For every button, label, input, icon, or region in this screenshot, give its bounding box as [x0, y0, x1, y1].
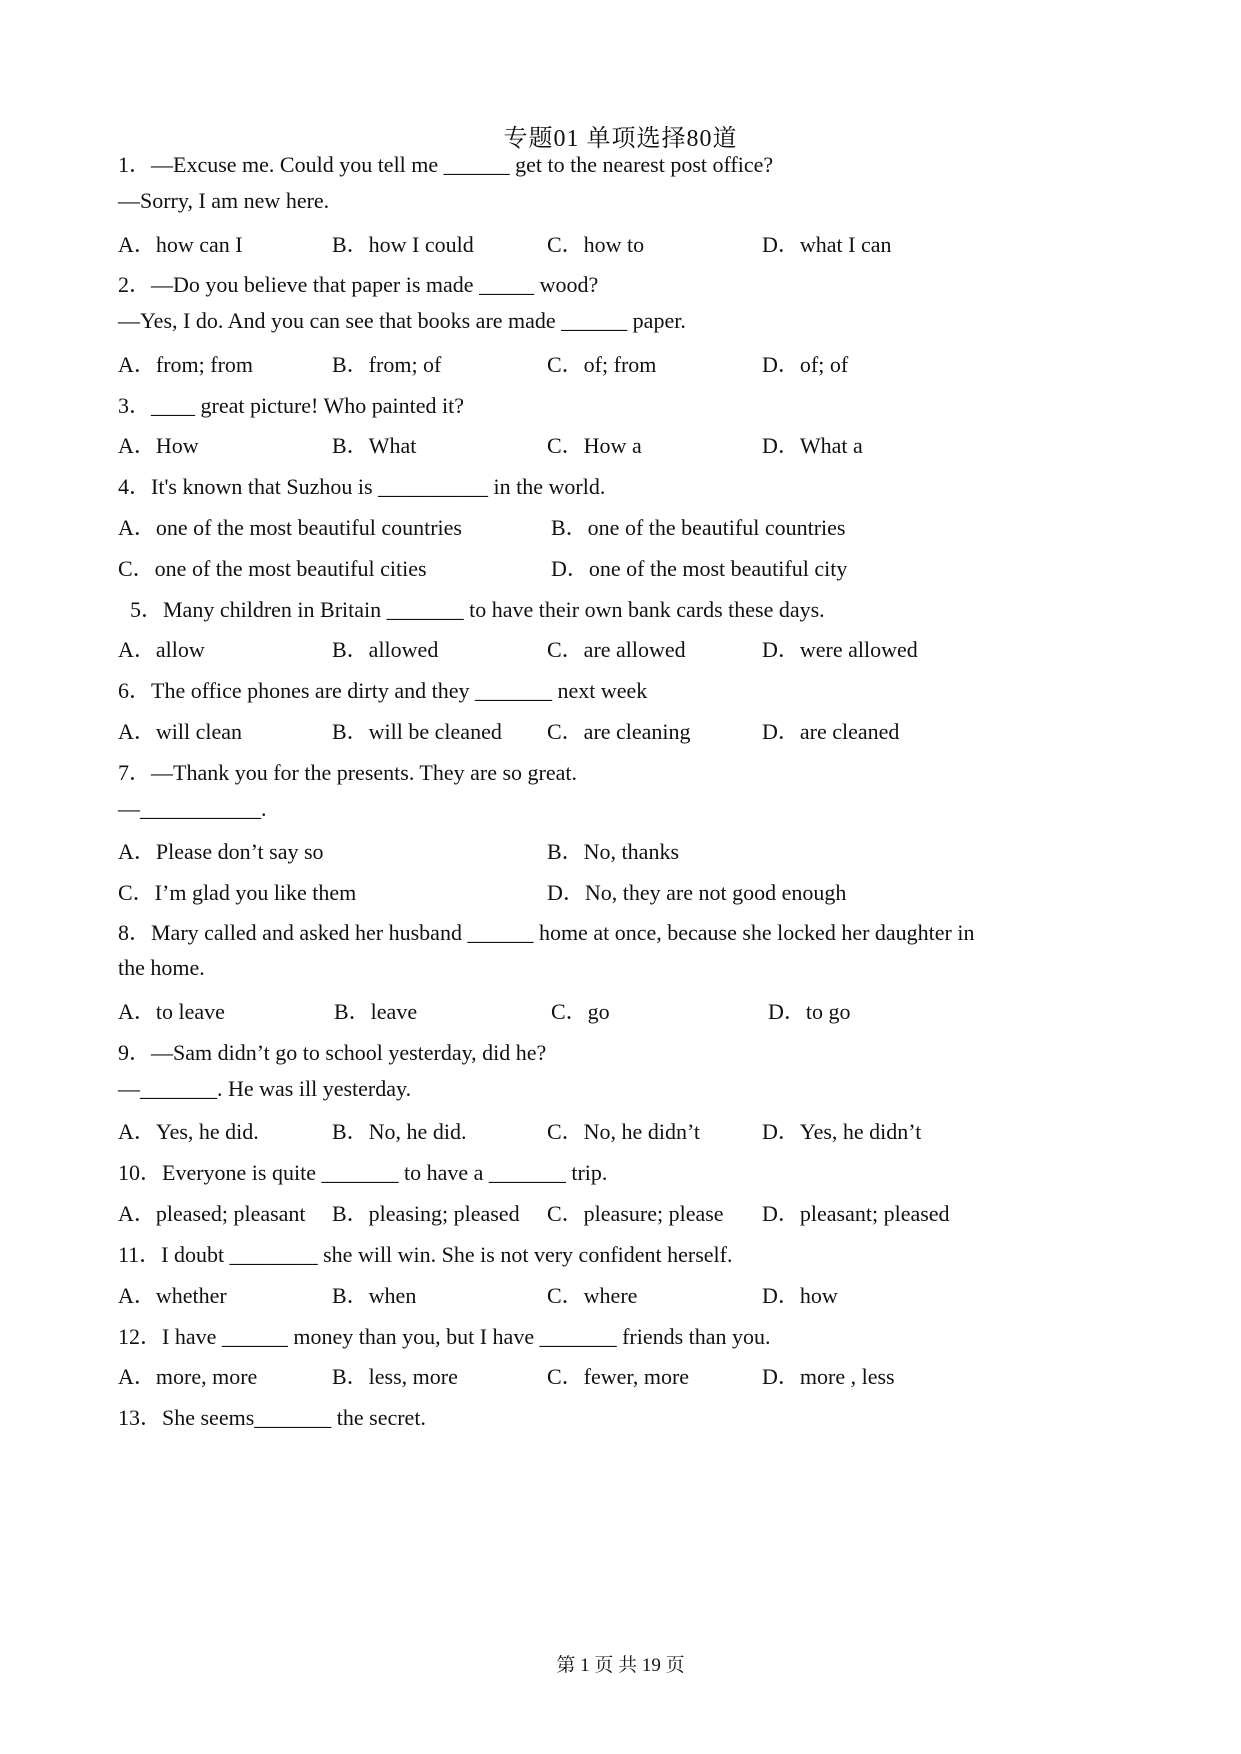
question-9-option-a: A．Yes, he did. [118, 1119, 259, 1144]
question-7-option-c: C．I’m glad you like them [118, 880, 357, 905]
question-5-option-b: B．allowed [332, 637, 439, 662]
question-6-option-d: D．are cleaned [762, 719, 900, 744]
question-1-option-a: A．how can I [118, 232, 243, 257]
question-6-stem: 6．The office phones are dirty and they _______ next week [118, 678, 648, 703]
question-11-stem: 11．I doubt ________ she will win. She is not very confident herself. [118, 1242, 733, 1267]
question-11-option-b: B．when [332, 1283, 417, 1308]
question-5-option-c: C．are allowed [547, 637, 686, 662]
question-11-option-a: A．whether [118, 1283, 227, 1308]
question-3-option-d: D．What a [762, 433, 863, 458]
page-title: 专题01 单项选择80道 [503, 126, 738, 152]
question-4-option-c: C．one of the most beautiful cities [118, 556, 427, 581]
question-6-option-b: B．will be cleaned [332, 719, 502, 744]
question-2-reply: —Yes, I do. And you can see that books are made ______ paper. [118, 308, 686, 333]
page-footer: 第 1 页 共 19 页 [556, 1655, 685, 1676]
question-7-stem: 7．—Thank you for the presents. They are so great. [118, 760, 578, 785]
question-1-reply: —Sorry, I am new here. [118, 188, 330, 213]
question-9-option-c: C．No, he didn’t [547, 1119, 700, 1144]
question-2-stem: 2．—Do you believe that paper is made _____ wood? [118, 272, 599, 297]
question-10-option-d: D．pleasant; pleased [762, 1201, 950, 1226]
question-11-option-c: C．where [547, 1283, 638, 1308]
question-9-stem: 9．—Sam didn’t go to school yesterday, did he? [118, 1040, 547, 1065]
question-2-option-a: A．from; from [118, 352, 254, 377]
question-5-option-d: D．were allowed [762, 637, 918, 662]
question-10-option-c: C．pleasure; please [547, 1201, 724, 1226]
question-9-option-b: B．No, he did. [332, 1119, 467, 1144]
question-4-option-b: B．one of the beautiful countries [551, 515, 846, 540]
question-7-option-b: B．No, thanks [547, 839, 680, 864]
question-1-option-c: C．how to [547, 232, 645, 257]
question-6-option-a: A．will clean [118, 719, 243, 744]
question-7-option-d: D．No, they are not good enough [547, 880, 847, 905]
question-1-option-d: D．what I can [762, 232, 892, 257]
question-2-option-b: B．from; of [332, 352, 442, 377]
question-11-option-d: D．how [762, 1283, 838, 1308]
question-10-stem: 10．Everyone is quite _______ to have a _______ trip. [118, 1160, 608, 1185]
question-7-reply: —___________. [118, 796, 267, 821]
question-4-option-a: A．one of the most beautiful countries [118, 515, 462, 540]
question-12-stem: 12．I have ______ money than you, but I have _______ friends than you. [118, 1324, 771, 1349]
question-1-option-b: B．how I could [332, 232, 474, 257]
question-4-option-d: D．one of the most beautiful city [551, 556, 848, 581]
question-8-stem: 8．Mary called and asked her husband ______ home at once, because she locked her daughter in [118, 920, 975, 945]
question-8-option-d: D．to go [768, 999, 851, 1024]
question-3-option-a: A．How [118, 433, 199, 458]
question-9-option-d: D．Yes, he didn’t [762, 1119, 922, 1144]
question-12-option-d: D．more , less [762, 1364, 895, 1389]
question-8-option-b: B．leave [334, 999, 418, 1024]
question-5-stem: 5．Many children in Britain _______ to have their own bank cards these days. [130, 597, 825, 622]
question-2-option-d: D．of; of [762, 352, 849, 377]
question-10-option-b: B．pleasing; pleased [332, 1201, 520, 1226]
question-8-option-c: C．go [551, 999, 610, 1024]
question-3-stem: 3．____ great picture! Who painted it? [118, 393, 464, 418]
question-2-option-c: C．of; from [547, 352, 657, 377]
question-8-option-a: A．to leave [118, 999, 225, 1024]
question-8-stem-continued: the home. [118, 955, 205, 980]
question-13-stem: 13．She seems_______ the secret. [118, 1405, 426, 1430]
question-12-option-a: A．more, more [118, 1364, 258, 1389]
question-4-stem: 4．It's known that Suzhou is __________ in the world. [118, 474, 606, 499]
question-7-option-a: A．Please don’t say so [118, 839, 324, 864]
question-10-option-a: A．pleased; pleasant [118, 1201, 306, 1226]
question-1-stem: 1．—Excuse me. Could you tell me ______ get to the nearest post office? [118, 152, 774, 177]
question-12-option-c: C．fewer, more [547, 1364, 690, 1389]
question-3-option-b: B．What [332, 433, 417, 458]
question-12-option-b: B．less, more [332, 1364, 458, 1389]
question-5-option-a: A．allow [118, 637, 205, 662]
question-9-reply: —_______. He was ill yesterday. [118, 1076, 412, 1101]
question-3-option-c: C．How a [547, 433, 642, 458]
question-6-option-c: C．are cleaning [547, 719, 691, 744]
